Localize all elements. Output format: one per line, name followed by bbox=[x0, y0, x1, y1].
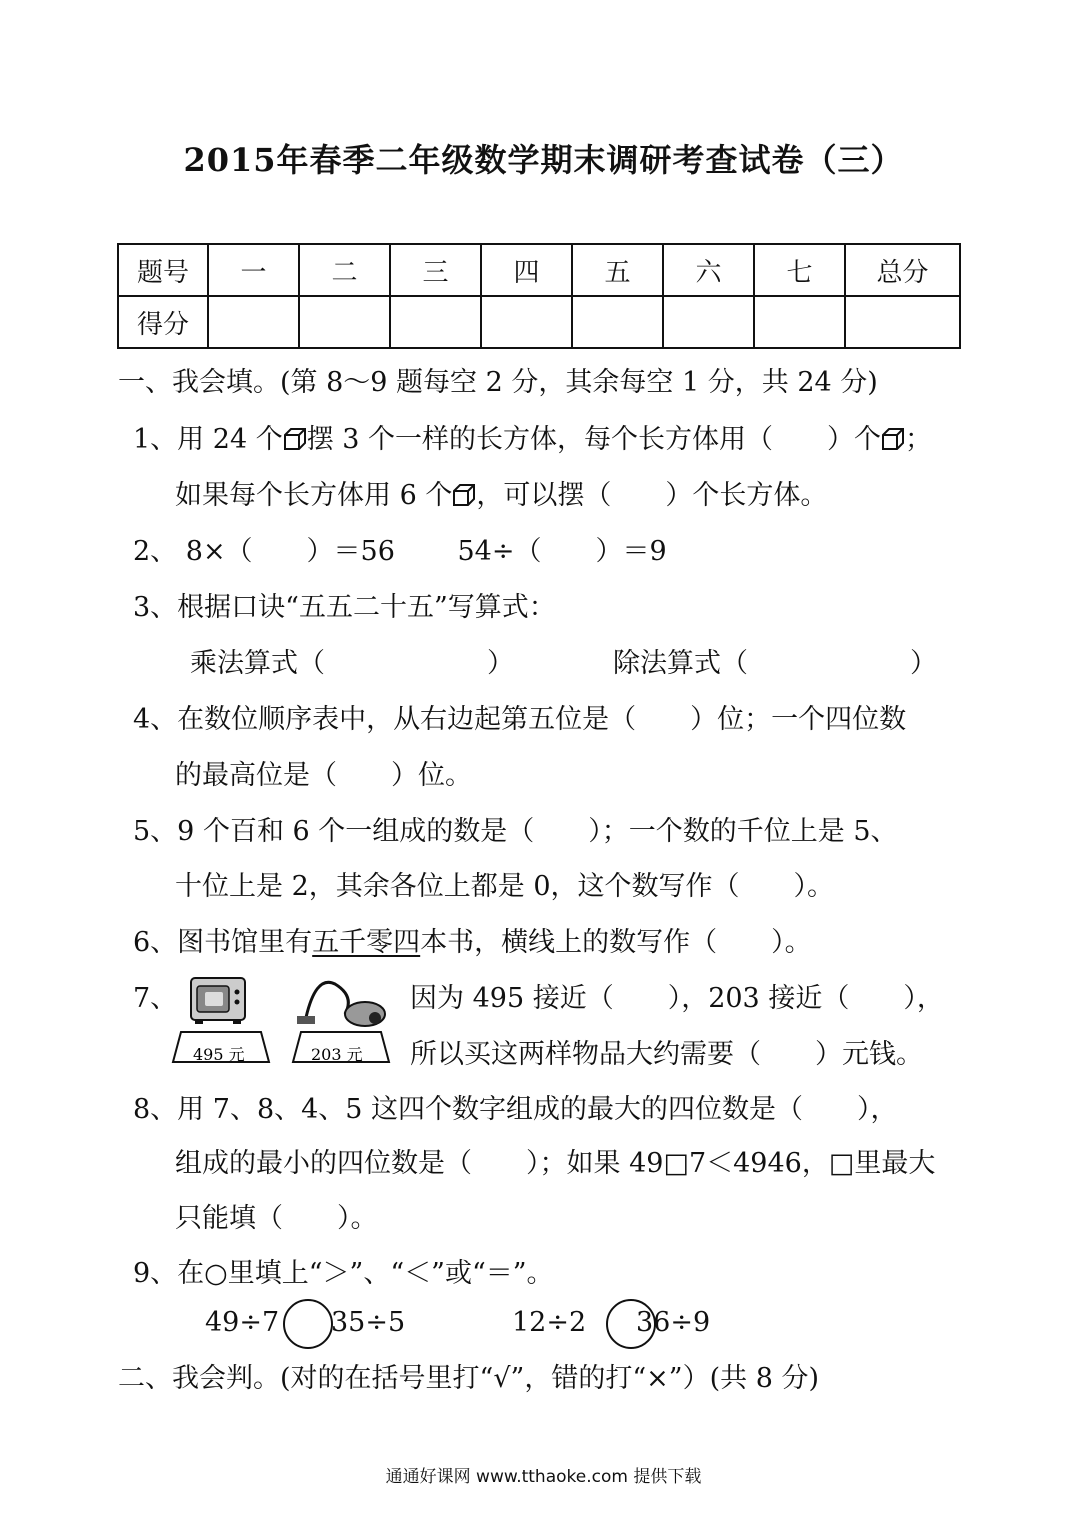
q1-text-e: ，可以摆（ ）个长方体。 bbox=[476, 480, 828, 511]
q3-division: 除法算式（ ） bbox=[613, 648, 937, 679]
vacuum-cleaner-icon bbox=[297, 982, 385, 1026]
cube-icon bbox=[452, 483, 476, 507]
question-8-line1: 8、用 7、8、4、5 这四个数字组成的最大的四位数是（ ）， bbox=[133, 1094, 898, 1125]
score-cell: 题号 bbox=[118, 244, 208, 296]
question-9: 9、在○里填上“＞”、“＜”或“＝”。 bbox=[133, 1258, 554, 1289]
score-blank-cell[interactable] bbox=[754, 296, 845, 348]
score-blank-cell[interactable] bbox=[390, 296, 481, 348]
section1-heading: 一、我会填。(第 8～9 题每空 2 分，其余每空 1 分，共 24 分) bbox=[118, 367, 878, 398]
q3-multiplication: 乘法算式（ ） bbox=[190, 648, 514, 679]
question-7-line2: 所以买这两样物品大约需要（ ）元钱。 bbox=[410, 1039, 923, 1070]
score-blank-cell[interactable] bbox=[572, 296, 663, 348]
score-cell: 五 bbox=[572, 244, 663, 296]
section2-heading: 二、我会判。(对的在括号里打“√”，错的打“×”）(共 8 分) bbox=[118, 1363, 819, 1394]
score-cell: 一 bbox=[208, 244, 299, 296]
score-cell: 总分 bbox=[845, 244, 960, 296]
page-title: 2015年春季二年级数学期末调研考查试卷（三） bbox=[183, 141, 904, 179]
microwave-icon bbox=[191, 978, 245, 1024]
question-5-line1: 5、9 个百和 6 个一组成的数是（ ）；一个数的千位上是 5、 bbox=[133, 816, 898, 847]
score-blank-cell[interactable] bbox=[299, 296, 390, 348]
score-cell: 六 bbox=[663, 244, 754, 296]
question-4-line1: 4、在数位顺序表中，从右边起第五位是（ ）位；一个四位数 bbox=[133, 704, 907, 735]
q6-underlined: 五千零四 bbox=[312, 927, 421, 958]
score-cell: 二 bbox=[299, 244, 390, 296]
q9-expr-3: 12÷2 bbox=[512, 1307, 587, 1338]
q6-text-b: 本书，横线上的数写作（ ）。 bbox=[420, 927, 812, 958]
question-1-line1 bbox=[133, 417, 932, 456]
score-table bbox=[117, 243, 961, 349]
question-3: 3、根据口诀“五五二十五”写算式： bbox=[133, 592, 556, 623]
score-cell: 七 bbox=[754, 244, 845, 296]
question-6 bbox=[133, 920, 812, 959]
question-8-line2: 组成的最小的四位数是（ ）；如果 49□7＜4946，□里最大 bbox=[175, 1148, 936, 1179]
q7-products-illustration bbox=[165, 972, 405, 1070]
q7-number: 7、 bbox=[133, 983, 178, 1014]
q9-expr-4: 36÷9 bbox=[636, 1307, 711, 1338]
q6-text-a: 6、图书馆里有 bbox=[133, 927, 313, 958]
q9-compare-circle-1[interactable] bbox=[283, 1299, 333, 1349]
score-table-header-row bbox=[118, 244, 960, 296]
vacuum-price-label: 203 元 bbox=[311, 1045, 363, 1064]
question-8-line3: 只能填（ ）。 bbox=[175, 1203, 378, 1234]
question-5-line2: 十位上是 2，其余各位上都是 0，这个数写作（ ）。 bbox=[175, 871, 835, 902]
q1-text-a: 1、用 24 个 bbox=[133, 424, 283, 455]
score-blank-cell[interactable] bbox=[663, 296, 754, 348]
q1-text-b: 摆 3 个一样的长方体，每个长方体用（ ）个 bbox=[306, 424, 882, 455]
score-row-label: 得分 bbox=[118, 296, 208, 348]
question-1-line2 bbox=[175, 473, 827, 512]
score-table-score-row bbox=[118, 296, 960, 348]
score-blank-cell[interactable] bbox=[481, 296, 572, 348]
microwave-price-label: 495 元 bbox=[193, 1045, 245, 1064]
q9-expr-2: 35÷5 bbox=[331, 1307, 406, 1338]
q1-text-d: 如果每个长方体用 6 个 bbox=[175, 480, 453, 511]
question-2: 2、 8×（ ）＝56 54÷（ ）＝9 bbox=[133, 536, 667, 567]
score-cell: 三 bbox=[390, 244, 481, 296]
score-cell: 四 bbox=[481, 244, 572, 296]
question-7-line1: 因为 495 接近（ ），203 接近（ ）， bbox=[410, 983, 944, 1014]
q1-text-c: ； bbox=[905, 424, 933, 455]
score-blank-cell[interactable] bbox=[208, 296, 299, 348]
cube-icon bbox=[881, 427, 905, 451]
score-blank-cell[interactable] bbox=[845, 296, 960, 348]
page-footer: 通通好课网 www.tthaoke.com 提供下载 bbox=[385, 1467, 702, 1487]
question-4-line2: 的最高位是（ ）位。 bbox=[175, 760, 472, 791]
q9-expr-1: 49÷7 bbox=[205, 1307, 280, 1338]
cube-icon bbox=[283, 427, 307, 451]
